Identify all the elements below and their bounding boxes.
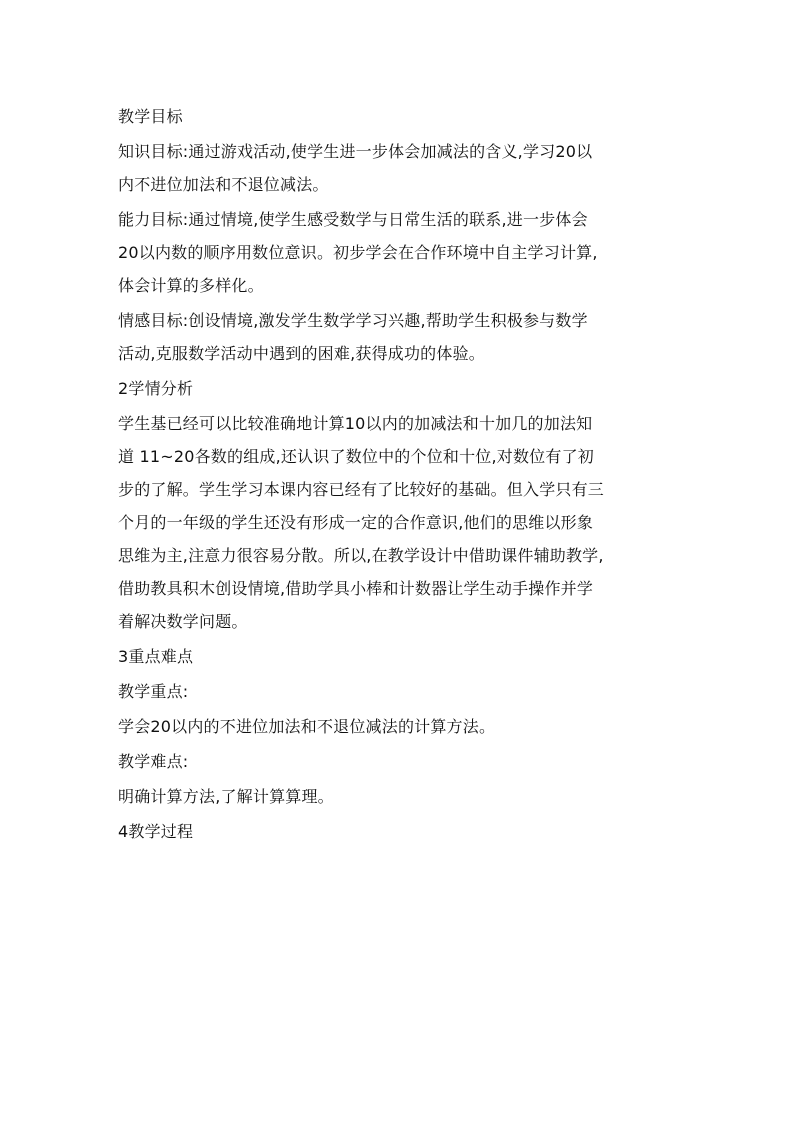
paragraph-line: 知识目标:通过游戏活动,使学生进一步体会加减法的含义,学习20以 — [118, 142, 593, 161]
paragraph-line: 体会计算的多样化。 — [118, 276, 264, 295]
paragraph-line: 道 11~20各数的组成,还认识了数位中的个位和十位,对数位有了初 — [118, 447, 594, 466]
paragraph-line: 步的了解。学生学习本课内容已经有了比较好的基础。但入学只有三 — [118, 480, 605, 499]
subheading-teaching-focus: 教学重点: — [118, 682, 189, 701]
paragraph-line: 明确计算方法,了解计算算理。 — [118, 787, 334, 806]
paragraph-line: 学生基已经可以比较准确地计算10以内的加减法和十加几的加法知 — [118, 414, 593, 433]
paragraph-line: 情感目标:创设情境,激发学生数学学习兴趣,帮助学生积极参与数学 — [118, 311, 588, 330]
section-heading-student-analysis: 2学情分析 — [118, 379, 194, 398]
paragraph-line: 内不进位加法和不退位减法。 — [118, 175, 329, 194]
paragraph-line: 着解决数学问题。 — [118, 612, 248, 631]
paragraph-line: 能力目标:通过情境,使学生感受数学与日常生活的联系,进一步体会 — [118, 210, 588, 229]
section-heading-key-points: 3重点难点 — [118, 647, 194, 666]
paragraph-line: 借助教具积木创设情境,借助学具小棒和计数器让学生动手操作并学 — [118, 579, 594, 598]
document-body — [118, 100, 688, 848]
paragraph-line: 思维为主,注意力很容易分散。所以,在教学设计中借助课件辅助教学, — [118, 546, 604, 565]
subheading-teaching-difficulty: 教学难点: — [118, 752, 189, 771]
paragraph-line: 个月的一年级的学生还没有形成一定的合作意识,他们的思维以形象 — [118, 513, 594, 532]
section-heading-teaching-process: 4教学过程 — [118, 822, 194, 841]
section-heading-teaching-goals: 教学目标 — [118, 107, 183, 126]
paragraph-line: 活动,克服数学活动中遇到的困难,获得成功的体验。 — [118, 344, 485, 363]
paragraph-line: 20以内数的顺序用数位意识。初步学会在合作环境中自主学习计算, — [118, 243, 598, 262]
paragraph-line: 学会20以内的不进位加法和不退位减法的计算方法。 — [118, 717, 496, 736]
